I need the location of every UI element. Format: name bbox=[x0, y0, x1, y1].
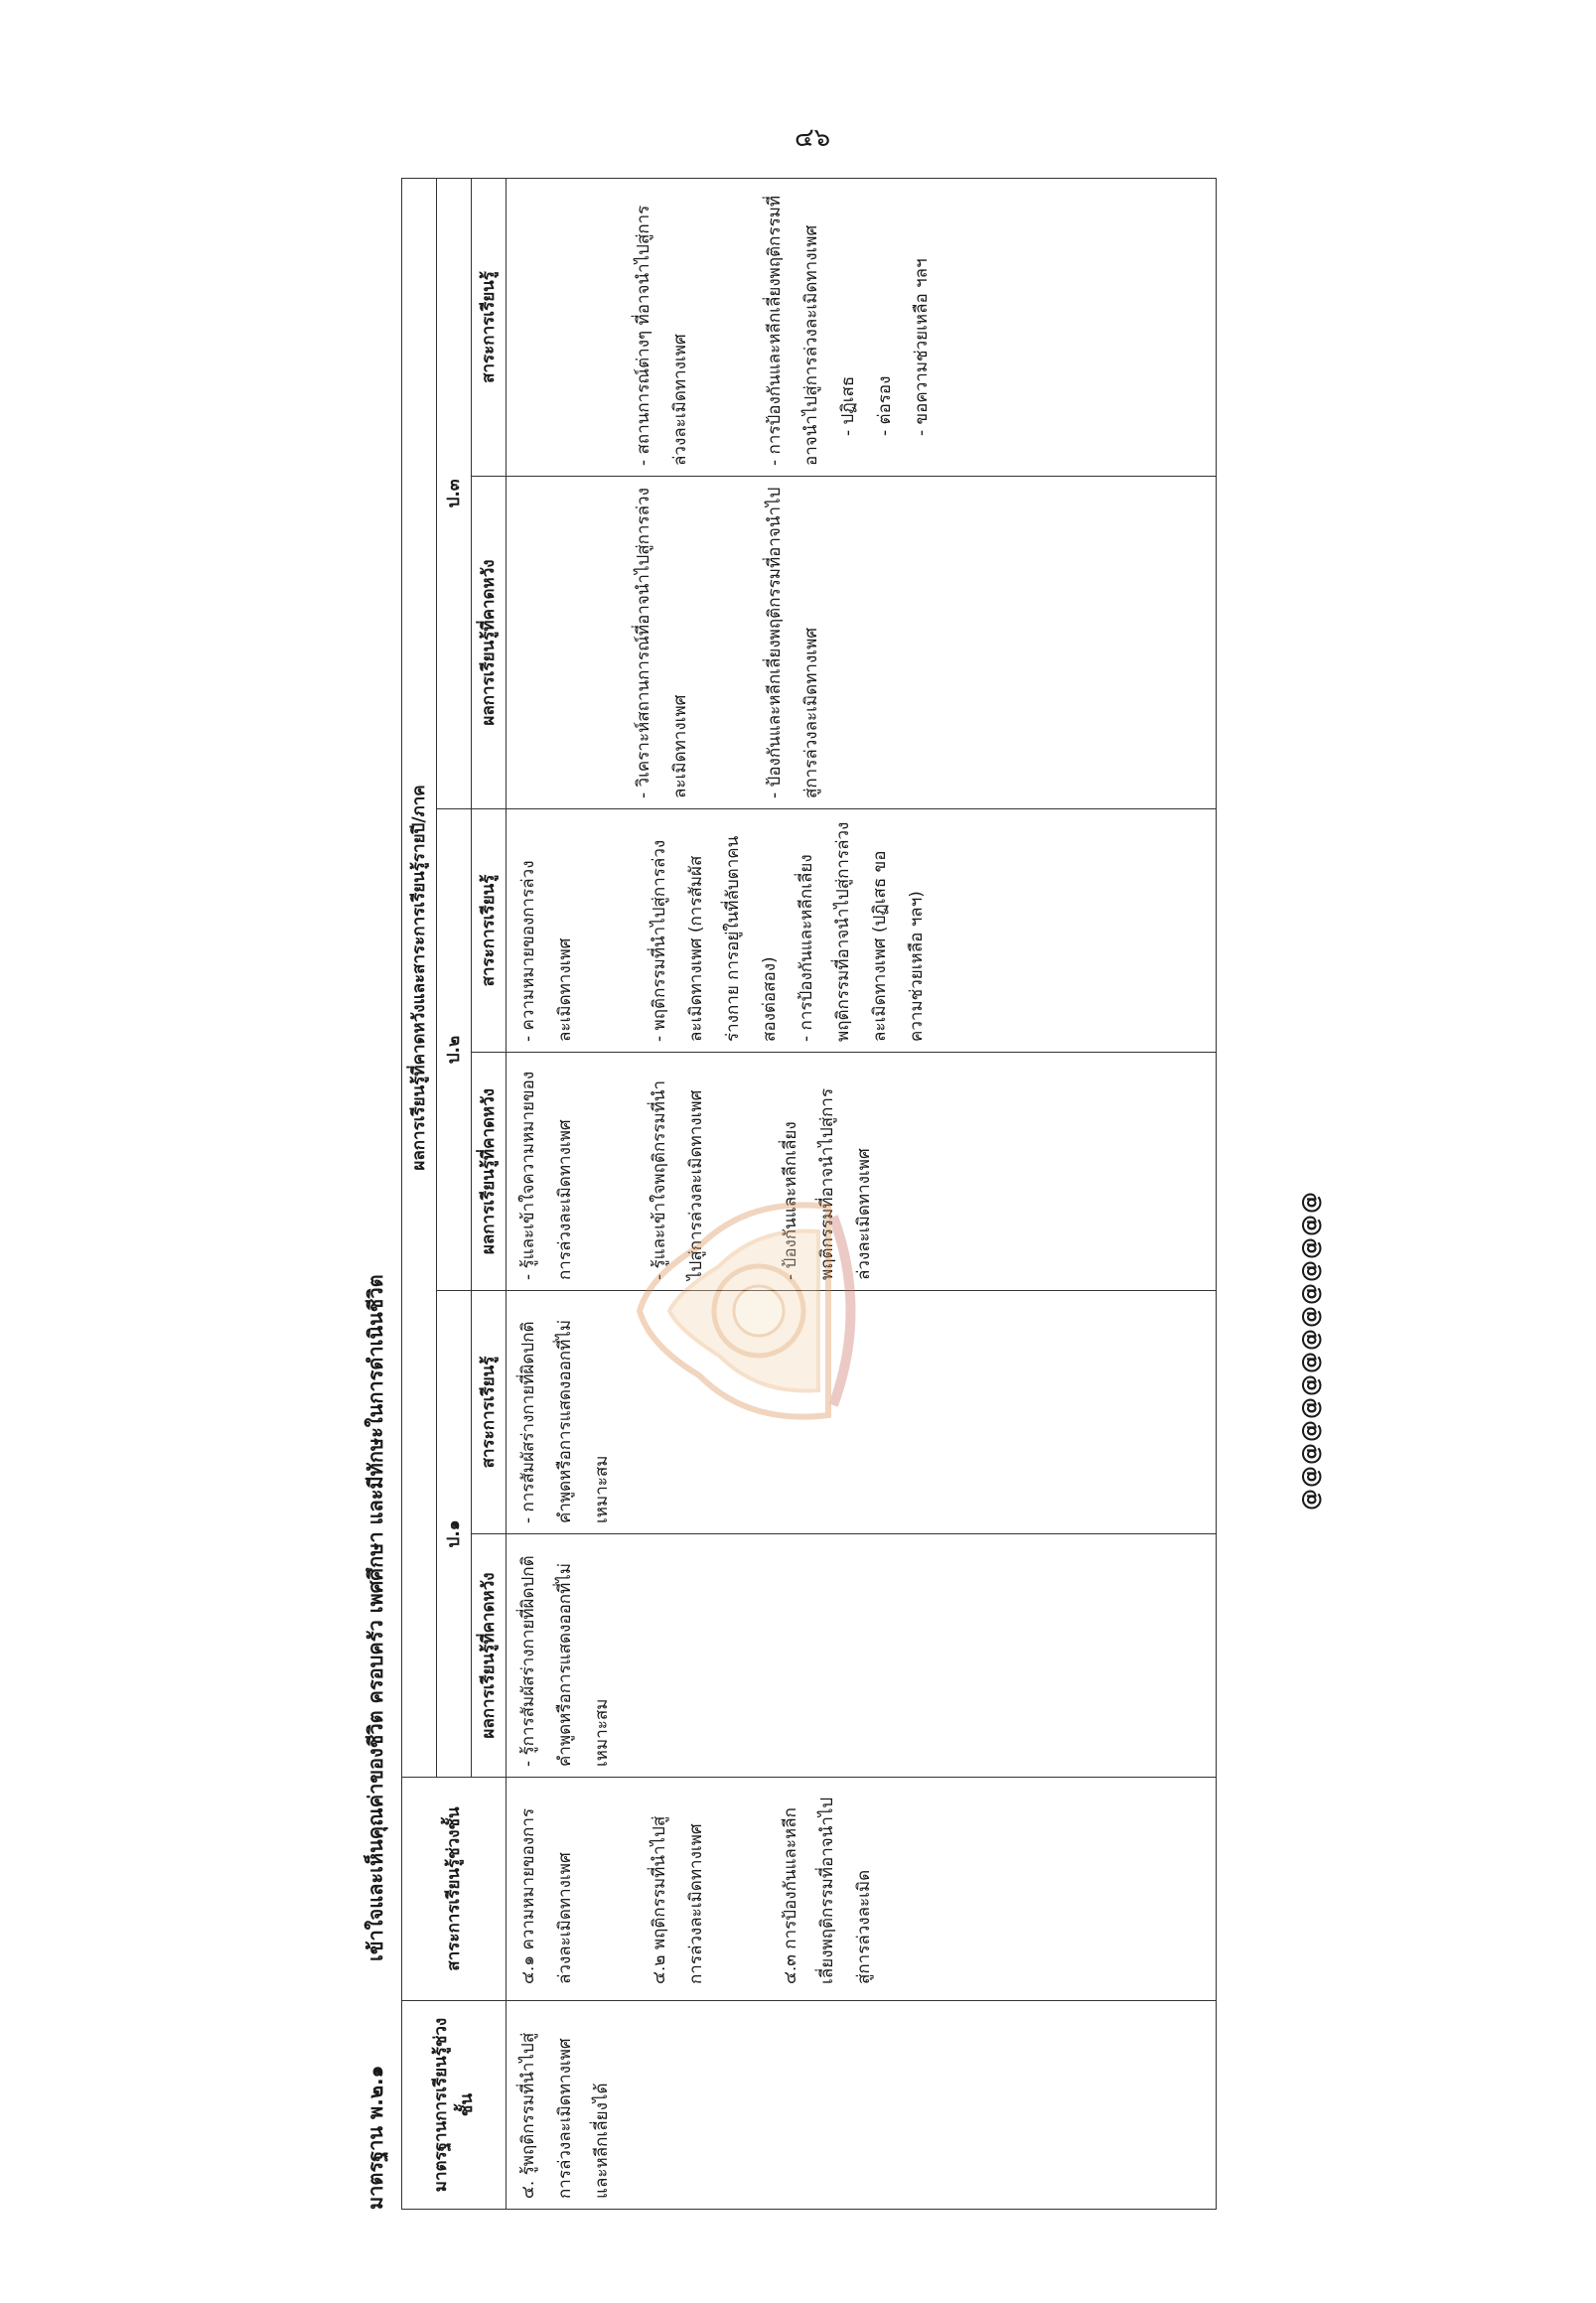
header-grade-p3: ป.๓ bbox=[436, 178, 471, 808]
p3-content-cell bbox=[506, 178, 1216, 476]
p3-expected-item: - ป้องกันและหลีกเลี่ยงพฤติกรรมที่อาจนำไปสู่การล่วงละเมิดทางเพศ bbox=[764, 487, 821, 798]
header-content: สาระการเรียนรู้ bbox=[471, 1290, 506, 1533]
header-content: สาระการเรียนรู้ bbox=[471, 808, 506, 1052]
spacer bbox=[568, 487, 626, 798]
spacer bbox=[584, 819, 642, 1042]
p2-expected-cell bbox=[506, 1052, 1216, 1290]
rotated-page-content bbox=[302, 40, 1295, 2264]
p2-content-cell bbox=[506, 808, 1216, 1052]
header-content-stage: สาระการเรียนรู้ช่วงชั้น bbox=[401, 1777, 506, 2000]
header-line bbox=[354, 144, 395, 2210]
spacer bbox=[584, 1063, 642, 1280]
spacer bbox=[568, 188, 626, 465]
p1-expected-item: - รู้การสัมผัสร่างกายที่ผิดปกติ คำพูดหรือการแสดงออกที่ไม่เหมาะสม bbox=[517, 1554, 612, 1767]
body-row bbox=[506, 178, 1216, 2209]
stage-item: ๔.๑ ความหมายของการล่วงละเมิดทางเพศ bbox=[517, 1807, 575, 1984]
stage-item: ๔.๒ พฤติกรรมที่นำไปสู่การล่วงละเมิดทางเพศ bbox=[649, 1815, 706, 1984]
header-expected: ผลการเรียนรู้ที่คาดหวัง bbox=[471, 1533, 506, 1777]
header-grade-p1: ป.๑ bbox=[436, 1290, 471, 1777]
stage-item: ๔.๓ การป้องกันและหลีกเลี่ยงพฤติกรรมที่อาจนำไปสู่การล่วงละเมิด bbox=[780, 1797, 874, 1984]
header-expected: ผลการเรียนรู้ที่คาดหวัง bbox=[471, 1052, 506, 1290]
header-content: สาระการเรียนรู้ bbox=[471, 178, 506, 476]
curriculum-table bbox=[401, 177, 1217, 2209]
header-grade-p2: ป.๒ bbox=[436, 808, 471, 1290]
p2-expected-item: - รู้และเข้าใจความหมายของการล่วงละเมิดทางเพศ bbox=[517, 1071, 575, 1280]
standard-title: เข้าใจและเห็นคุณค่าของชีวิต ครอบครัว เพศศึกษา และมีทักษะในการดำเนินชีวิต bbox=[363, 1273, 387, 1961]
footer-marks: @@@@@@@@@@@@@@ bbox=[1298, 1191, 1324, 1511]
p3-expected-item: - วิเคราะห์สถานการณ์ที่อาจนำไปสู่การล่วงละเมิดทางเพศ bbox=[633, 487, 690, 798]
header-row-1 bbox=[401, 178, 436, 2209]
spacer bbox=[584, 1788, 642, 1990]
p2-expected-item: - ป้องกันและหลีกเลี่ยงพฤติกรรมที่อาจนำไปสู่การล่วงละเมิดทางเพศ bbox=[780, 1087, 874, 1280]
p3-content-item: - การป้องกันและหลีกเลี่ยงพฤติกรรมที่อาจนำไปสู่การล่วงละเมิดทางเพศ bbox=[764, 195, 821, 466]
p3-content-item: - สถานการณ์ต่างๆ ที่อาจนำไปสู่การล่วงละเมิดทางเพศ bbox=[633, 205, 690, 466]
spacer bbox=[510, 188, 568, 465]
p1-content-cell bbox=[506, 1290, 1216, 1533]
standard-code: มาตรฐาน พ.๒.๑ bbox=[363, 2065, 387, 2210]
content-area bbox=[354, 144, 1217, 2210]
page-number: ๔๖ bbox=[795, 123, 831, 153]
header-expected-annual: ผลการเรียนรู้ที่คาดหวังและสาระการเรียนรู้รายปี/ภาค bbox=[401, 178, 436, 1777]
spacer bbox=[510, 487, 568, 798]
p2-content-item: - ความหมายของการล่วงละเมิดทางเพศ bbox=[517, 860, 575, 1042]
p3-content-subitem: - ปฏิเสธ bbox=[837, 375, 858, 436]
p2-content-item: - การป้องกันและหลีกเลี่ยงพฤติกรรมที่อาจนำไปสู่การล่วงละเมิดทางเพศ (ปฏิเสธ ขอความช่วยเหลือ ฯลฯ) bbox=[796, 821, 927, 1042]
spacer bbox=[699, 188, 757, 465]
stage-content-cell bbox=[506, 1777, 1216, 2000]
spacer bbox=[699, 487, 757, 798]
p3-content-subitem: - ขอความช่วยเหลือ ฯลฯ bbox=[911, 257, 932, 436]
spacer bbox=[715, 1788, 773, 1990]
std-text: ๔. รู้พฤติกรรมที่นำไปสู่การล่วงละเมิดทางเพศ และหลีกเลี่ยงได้ bbox=[517, 2032, 612, 2199]
header-std-stage: มาตรฐานการเรียนรู้ช่วงชั้น bbox=[401, 2000, 506, 2209]
p1-expected-cell bbox=[506, 1533, 1216, 1777]
table-wrap bbox=[401, 144, 1217, 2210]
p2-content-item: - พฤติกรรมที่นำไปสู่การล่วงละเมิดทางเพศ (การสัมผัสร่างกาย การอยู่ในที่ลับตาคนสองต่อสอง) bbox=[649, 835, 780, 1042]
p2-expected-item: - รู้และเข้าใจพฤติกรรมที่นำไปสู่การล่วงละเมิดทางเพศ bbox=[649, 1080, 706, 1280]
spacer bbox=[715, 1063, 773, 1280]
p1-content-item: - การสัมผัสร่างกายที่ผิดปกติ คำพูดหรือการแสดงออกที่ไม่เหมาะสม bbox=[517, 1319, 612, 1523]
p3-content-subitem: - ต่อรอง bbox=[874, 375, 895, 436]
header-expected: ผลการเรียนรู้ที่คาดหวัง bbox=[471, 476, 506, 808]
std-cell bbox=[506, 2000, 1216, 2209]
p3-expected-cell bbox=[506, 476, 1216, 808]
